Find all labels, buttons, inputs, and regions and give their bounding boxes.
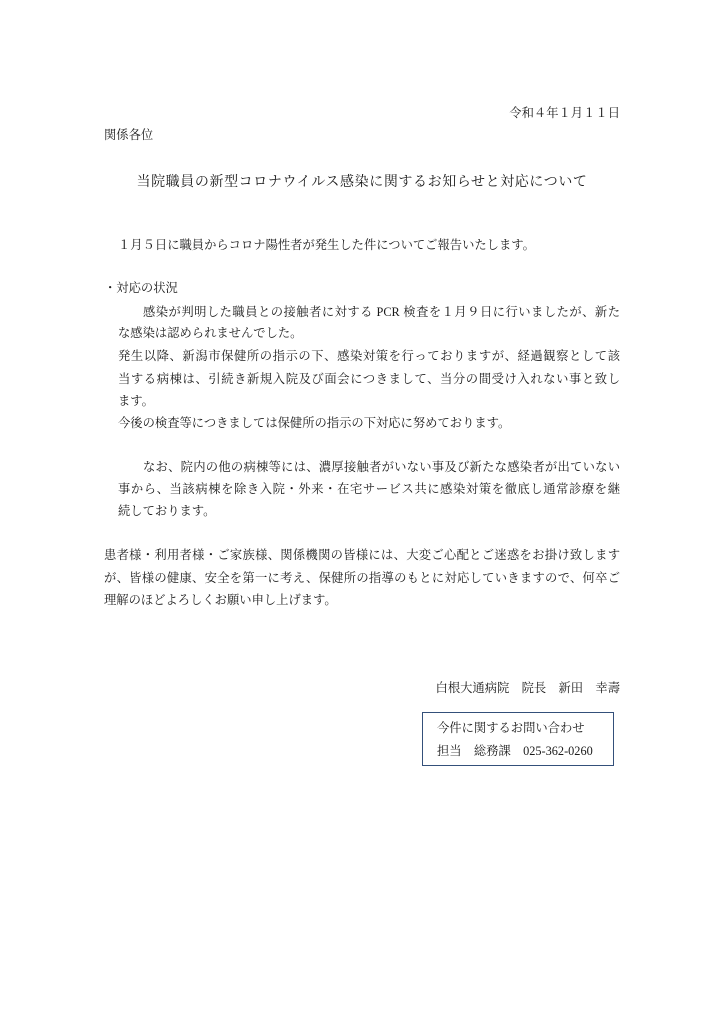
document-title: 当院職員の新型コロナウイルス感染に関するお知らせと対応について	[136, 175, 588, 190]
other-ward-line: 事から、当該病棟を除き入院・外来・在宅サービス共に感染対策を徹底し通常診療を継	[118, 482, 620, 496]
status-line: な感染は認められませんでした。	[118, 326, 303, 340]
status-line: 当する病棟は、引続き新規入院及び面会につきまして、当分の間受け入れない事と致し	[118, 372, 620, 386]
status-line: 感染が判明した職員との接触者に対する PCR 検査を１月９日に行いましたが、新た	[143, 305, 620, 319]
closing-line: 理解のほどよろしくお願い申し上げます。	[104, 593, 337, 607]
other-ward-line: 続しております。	[118, 504, 216, 518]
status-line: 今後の検査等につきましては保健所の指示の下対応に努めております。	[118, 416, 511, 430]
status-line: 発生以降、新潟市保健所の指示の下、感染対策を行っておりますが、経過観察として該	[118, 349, 620, 363]
section-heading: ・対応の状況	[104, 281, 178, 295]
signature: 白根大通病院 院長 新田 幸壽	[435, 681, 620, 695]
closing-line: が、皆様の健康、安全を第一に考え、保健所の指導のもとに対応していきますので、何卒ご	[104, 571, 620, 585]
other-ward-line: なお、院内の他の病棟等には、濃厚接触者がいない事及び新たな感染者が出ていない	[143, 460, 620, 474]
intro-text: １月５日に職員からコロナ陽性者が発生した件についてご報告いたします。	[118, 238, 535, 252]
document-date: 令和４年１月１１日	[509, 106, 620, 120]
contact-box	[422, 712, 614, 766]
contact-heading: 今件に関するお問い合わせ	[437, 721, 585, 735]
contact-detail: 担当 総務課 025-362-0260	[437, 744, 593, 758]
closing-line: 患者様・利用者様・ご家族様、関係機関の皆様には、大変ご心配とご迷惑をお掛け致します	[104, 548, 620, 562]
status-line: ます。	[118, 394, 154, 408]
addressee: 関係各位	[104, 128, 154, 142]
